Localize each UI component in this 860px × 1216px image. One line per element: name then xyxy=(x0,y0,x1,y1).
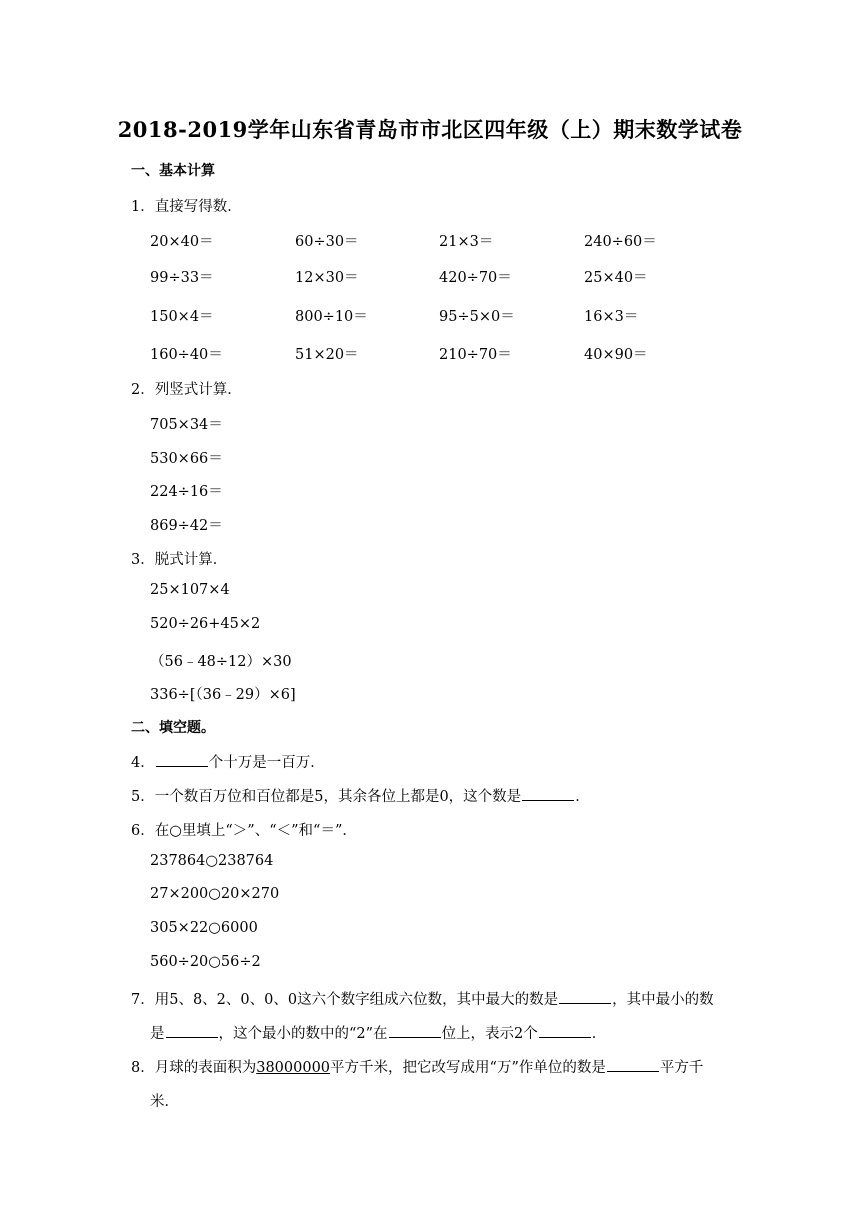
q7-text: 是 xyxy=(150,1026,165,1042)
q4-text: 个十万是一百万． xyxy=(208,755,325,771)
answer-blank[interactable] xyxy=(607,1057,659,1072)
answer-blank[interactable] xyxy=(559,989,611,1004)
q5-end: ． xyxy=(575,789,590,805)
question-8-line-1 xyxy=(131,1056,703,1077)
q7-text: 7．用5、8、2、0、0、0这六个数字组成六位数，其中最大的数是 xyxy=(131,992,559,1008)
q8-underlined-number: 38000000 xyxy=(256,1060,331,1076)
question-2-heading: 2．列竖式计算． xyxy=(131,382,242,398)
q1-item: 20×40＝ xyxy=(150,234,214,250)
question-8-line-2: 米． xyxy=(150,1094,179,1110)
q1-item: 95÷5×0＝ xyxy=(439,309,515,325)
question-6-heading: 6．在○里填上“＞”、“＜”和“＝”． xyxy=(131,823,357,839)
q1-item: 25×40＝ xyxy=(584,270,648,286)
q2-item: 530×66＝ xyxy=(150,451,223,467)
question-1-heading: 1．直接写得数． xyxy=(131,199,242,215)
answer-blank[interactable] xyxy=(156,752,208,767)
q1-item: 21×3＝ xyxy=(439,234,494,250)
q1-item: 150×4＝ xyxy=(150,309,214,325)
question-3-heading: 3．脱式计算． xyxy=(131,552,228,568)
q1-item: 99÷33＝ xyxy=(150,270,214,286)
q1-item: 800÷10＝ xyxy=(295,309,368,325)
q2-item: 705×34＝ xyxy=(150,417,223,433)
q3-item: 336÷[（36﹣29）×6] xyxy=(150,687,296,703)
q6-item: 560÷20○56÷2 xyxy=(150,954,261,970)
q1-row-2 xyxy=(150,266,750,286)
answer-blank[interactable] xyxy=(166,1023,218,1038)
question-4 xyxy=(131,751,325,772)
q7-text: 位上，表示2个 xyxy=(441,1026,538,1042)
q7-text: ． xyxy=(591,1026,607,1042)
question-7-line-2 xyxy=(150,1022,606,1043)
question-5 xyxy=(131,785,590,806)
q1-row-1 xyxy=(150,230,750,250)
q5-text: 5．一个数百万位和百位都是5，其余各位上都是0，这个数是 xyxy=(131,789,522,805)
q8-text: 平方千米，把它改写成用“万”作单位的数是 xyxy=(330,1060,606,1076)
q1-item: 160÷40＝ xyxy=(150,347,223,363)
q7-text: ，这个最小的数中的“2”在 xyxy=(218,1026,388,1042)
q2-item: 869÷42＝ xyxy=(150,518,223,534)
q1-item: 12×30＝ xyxy=(295,270,359,286)
q2-item: 224÷16＝ xyxy=(150,484,223,500)
page-title: 2018-2019学年山东省青岛市市北区四年级（上）期末数学试卷 xyxy=(117,117,743,142)
q1-item: 40×90＝ xyxy=(584,347,648,363)
q6-item: 27×200○20×270 xyxy=(150,886,280,902)
answer-blank[interactable] xyxy=(389,1023,441,1038)
section-heading-fill-blanks: 二、填空题。 xyxy=(131,720,215,736)
q1-row-4 xyxy=(150,343,750,363)
q1-item: 420÷70＝ xyxy=(439,270,512,286)
q3-item: 25×107×4 xyxy=(150,582,230,598)
q6-item: 237864○238764 xyxy=(150,853,274,869)
q4-number: 4． xyxy=(131,755,155,771)
section-heading-basic-calc: 一、基本计算 xyxy=(131,163,215,179)
q7-text: ，其中最小的数 xyxy=(612,992,714,1008)
answer-blank[interactable] xyxy=(539,1023,591,1038)
q8-text: 平方千 xyxy=(659,1060,704,1076)
q8-text: 8．月球的表面积为 xyxy=(131,1060,257,1076)
q1-item: 210÷70＝ xyxy=(439,347,512,363)
q6-item: 305×22○6000 xyxy=(150,920,258,936)
q1-item: 16×3＝ xyxy=(584,309,639,325)
q1-row-3 xyxy=(150,305,750,325)
question-7-line-1 xyxy=(131,988,714,1009)
q3-item: （56﹣48÷12）×30 xyxy=(150,654,292,670)
q1-item: 60÷30＝ xyxy=(295,234,359,250)
q1-item: 240÷60＝ xyxy=(584,234,657,250)
q3-item: 520÷26+45×2 xyxy=(150,616,261,632)
answer-blank[interactable] xyxy=(522,786,574,801)
q1-item: 51×20＝ xyxy=(295,347,359,363)
